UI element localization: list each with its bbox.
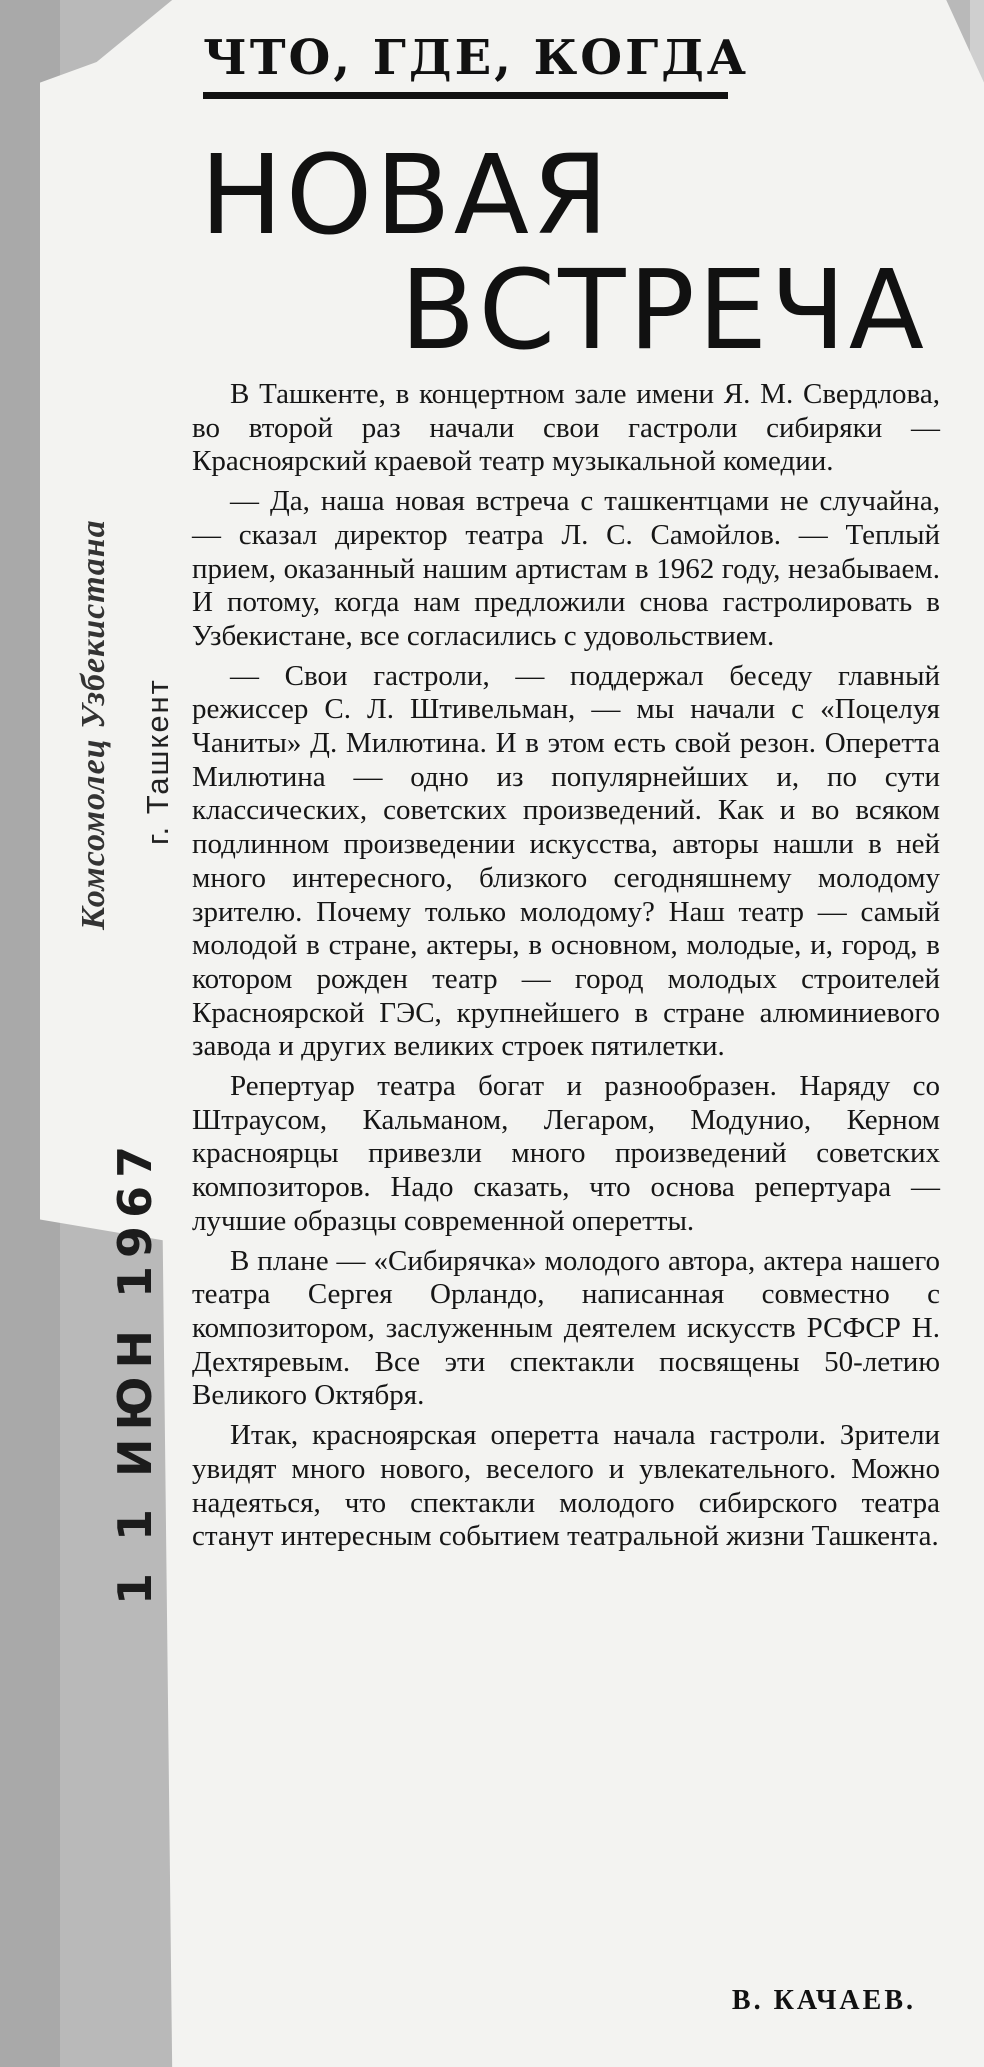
city-stamp: г. Ташкент [140,678,175,845]
paragraph: Репертуар театра богат и разнообразен. Наряду со Штраусом, Кальманом, Легаром, Модунио, Керном красноярцы привезли много произведений советских композиторов. Надо сказать, что основа репертуара — лучшие образцы современной оперетты. [192,1070,940,1237]
rubric-underline [203,92,728,99]
paragraph: В плане — «Сибирячка» молодого автора, актера нашего театра Сергея Орландо, написанная совместно с композитором, заслуженным деятелем искусств РСФСР Н. Дехтяревым. Все эти спектакли посвящены 50-летию Великого Октября. [192,1244,940,1412]
paragraph: — Да, наша новая встреча с ташкентцами не случайна, — сказал директор театра Л. С. Самойлов. — Теплый прием, оказанный нашим артистам в 1962 году, незабываем. И потому, когда нам предложили снова гастролировать в Узбекистане, все согласились с удовольствием. [192,485,940,652]
paragraph: Итак, красноярская оперетта начала гастроли. Зрители увидят много нового, веселого и увлекательного. Можно надеяться, что спектакли молодого сибирского театра станут интересным событием театральной жизни Ташкента. [192,1419,940,1553]
date-stamp: 1 1 ИЮН 1967 [108,1137,162,1605]
headline-line-1: НОВАЯ [200,131,612,259]
paragraph: В Ташкенте, в концертном зале имени Я. М. Свердлова, во второй раз начали свои гастроли сибиряки — Красноярский краевой театр музыкальной комедии. [192,378,940,478]
newspaper-stamp: Комсомолец Узбекистана [75,519,112,930]
article-body [192,378,940,1560]
author-signature: В. КАЧАЕВ. [731,1985,916,2016]
headline-line-2: ВСТРЕЧА [400,246,927,374]
rubric-heading: ЧТО, ГДЕ, КОГДА [203,30,749,86]
paragraph: — Свои гастроли, — поддержал беседу главный режиссер С. Л. Штивельман, — мы начали с «Поцелуя Чаниты» Д. Милютина. И в этом есть свой резон. Оперетта Милютина — одно из популярнейших и, по сути классических, советских произведений. Как и во всяком подлинном произведении искусства, авторы нашли в ней много интересного, близкого сегодняшнему молодому зрителю. Почему только молодому? Наш театр — самый молодой в стране, актеры, в основном, молодые, и, город, в котором рожден театр — город молодых строителей Красноярской ГЭС, крупнейшего в стране алюминиевого завода и других великих строек пятилетки. [192,659,940,1063]
